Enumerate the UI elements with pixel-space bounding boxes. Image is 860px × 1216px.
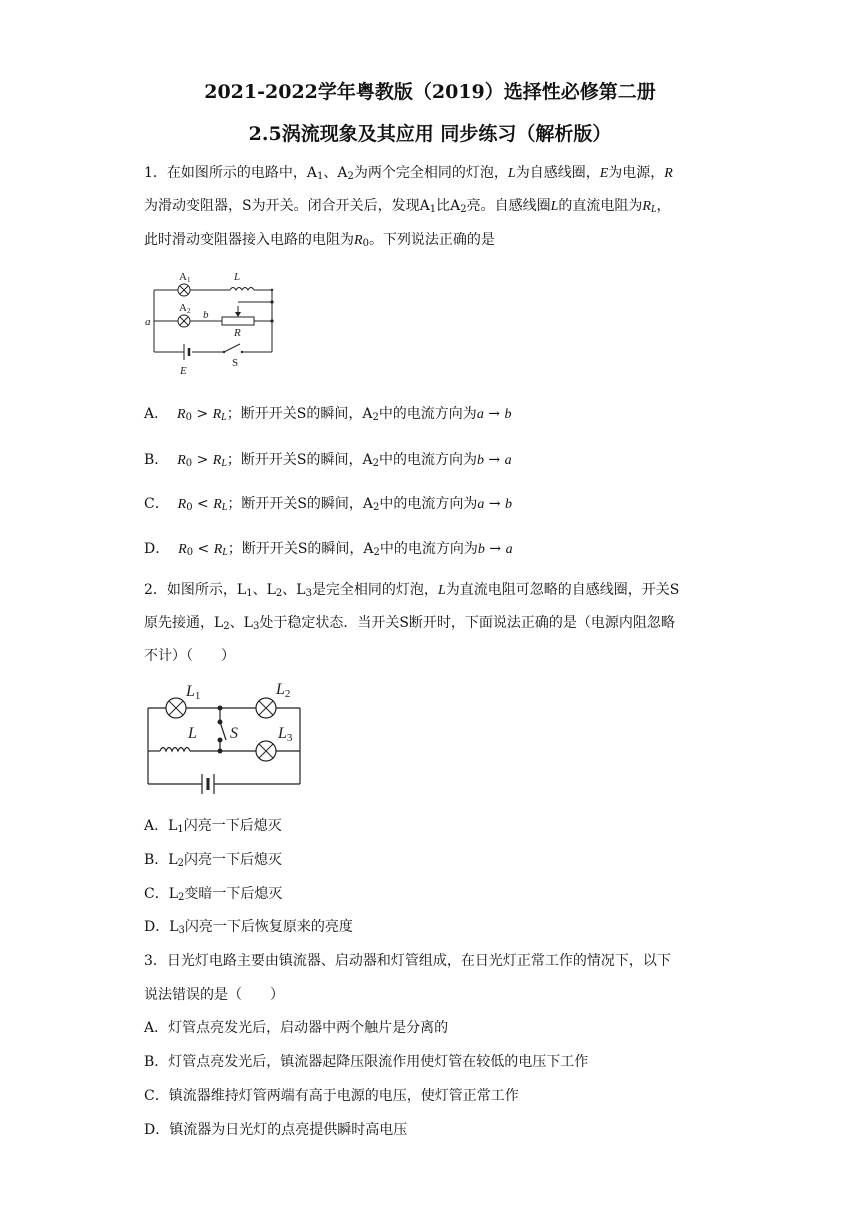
svg-text:b: b [203, 309, 209, 321]
q2-circuit-diagram [142, 678, 306, 804]
q1-stem-line1: 1．在如图所示的电路中，$A_1$、$A_2$为两个完全相同的灯泡，L为自感线圈，E为电源，R [144, 165, 673, 182]
document-title-line1: 2021-2022学年粤教版（2019）选择性必修第二册 [204, 81, 656, 103]
svg-text:A2: A2 [179, 302, 191, 315]
q1-stem-line3: 此时滑动变阻器接入电路的电阻为$R_0$。下列说法正确的是 [144, 232, 495, 249]
q2-option-c[interactable]: C．$L_2$变暗一下后熄灭 [144, 886, 283, 903]
svg-text:R: R [234, 327, 241, 339]
document-title-line2: 2.5涡流现象及其应用 同步练习（解析版） [248, 123, 612, 145]
q2-stem-line2: 原先接通，$L_2$、$L_3$处于稳定状态．当开关S断开时，下面说法正确的是（电源内阻忽略 [144, 615, 675, 632]
svg-text:L2: L2 [276, 681, 291, 700]
lamp-l2-icon [256, 698, 276, 718]
q1-option-a[interactable]: A． $R_0 > R_L$；断开开关S的瞬间，$A_2$中的电流方向为a → b [144, 406, 512, 423]
q3-option-c[interactable]: C．镇流器维持灯管两端有高于电源的电压，使灯管正常工作 [144, 1088, 519, 1104]
lamp-l1-icon [166, 698, 186, 718]
q2-option-b[interactable]: B．$L_2$闪亮一下后熄灭 [144, 852, 282, 869]
q3-option-b[interactable]: B．灯管点亮发光后，镇流器起降压限流作用使灯管在较低的电压下工作 [144, 1054, 589, 1070]
svg-text:L3: L3 [278, 725, 293, 744]
svg-text:S: S [230, 725, 238, 742]
q1-option-c[interactable]: C． $R_0 < R_L$；断开开关S的瞬间，$A_2$中的电流方向为a → b [144, 496, 513, 513]
q2-option-d[interactable]: D．$L_3$闪亮一下后恢复原来的亮度 [144, 919, 353, 936]
q2-stem-line3: 不计）（ ） [144, 648, 235, 664]
q3-option-d[interactable]: D．镇流器为日光灯的点亮提供瞬时高电压 [144, 1122, 408, 1138]
q1-option-b[interactable]: B． $R_0 > R_L$；断开开关S的瞬间，$A_2$中的电流方向为b → a [144, 452, 512, 469]
svg-text:a: a [145, 316, 151, 328]
q1-option-d[interactable]: D． $R_0 < R_L$；断开开关S的瞬间，$A_2$中的电流方向为b → a [144, 541, 513, 558]
q3-stem-line1: 3．日光灯电路主要由镇流器、启动器和灯管组成，在日光灯正常工作的情况下，以下 [144, 953, 671, 969]
lamp-l3-icon [256, 741, 276, 761]
svg-text:A1: A1 [179, 271, 191, 284]
lamp-a1-icon [178, 284, 190, 296]
svg-text:L1: L1 [186, 683, 201, 702]
svg-text:L: L [234, 271, 241, 283]
svg-text:L: L [188, 725, 197, 742]
q2-stem-line1: 2．如图所示，$L_1$、$L_2$、$L_3$是完全相同的灯泡，L为直流电阻可忽略的自感线圈，开关S [144, 582, 680, 599]
q3-stem-line2: 说法错误的是（ ） [144, 987, 284, 1003]
q2-option-a[interactable]: A．$L_1$闪亮一下后熄灭 [144, 818, 282, 835]
lamp-a2-icon [178, 315, 190, 327]
q1-stem-line2: 为滑动变阻器，S为开关。闭合开关后，发现$A_1$比$A_2$亮。自感线圈L的直流电阻为$R_L$， [144, 198, 671, 215]
svg-text:E: E [180, 365, 187, 377]
q3-option-a[interactable]: A．灯管点亮发光后，启动器中两个触片是分离的 [144, 1020, 449, 1036]
svg-text:S: S [232, 357, 239, 369]
q1-circuit-diagram [142, 266, 282, 378]
